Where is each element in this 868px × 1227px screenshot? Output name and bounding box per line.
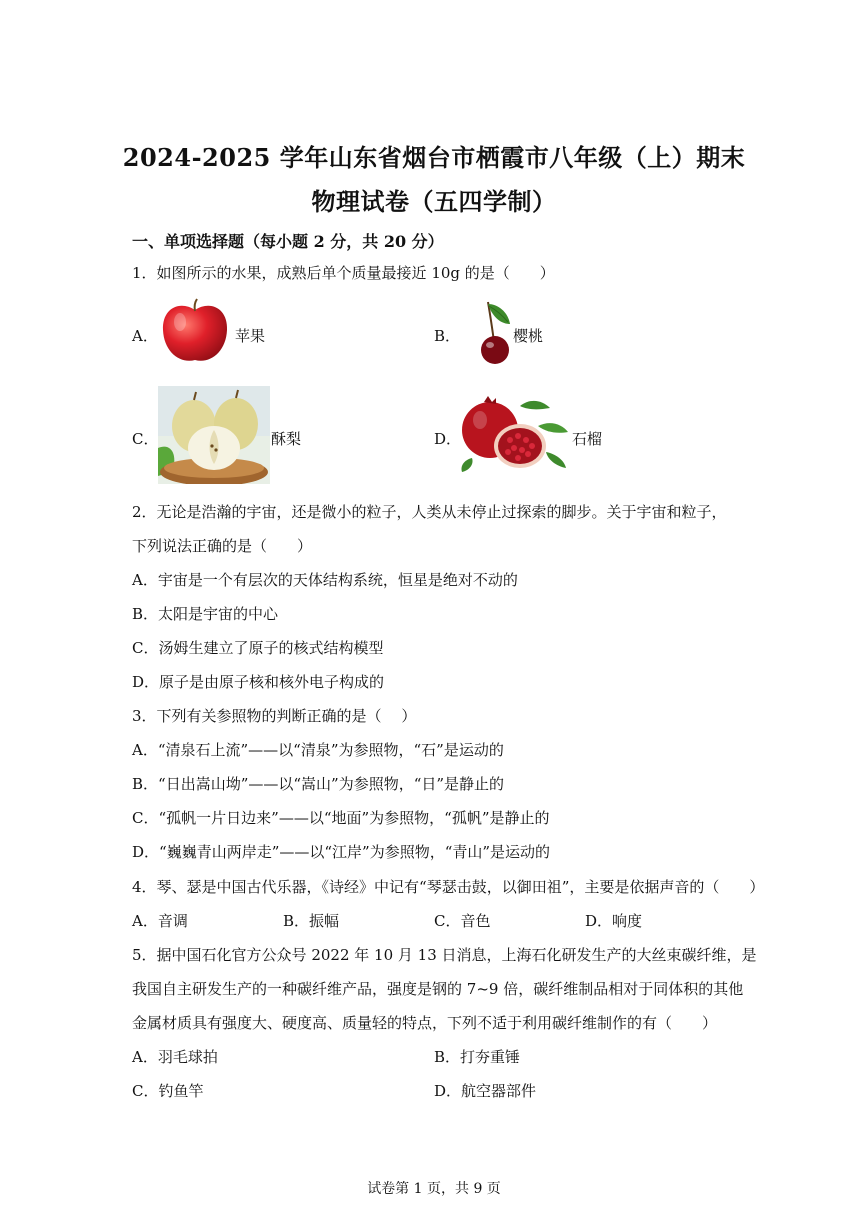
q1-option-c-text: 酥梨 [271,430,302,448]
question-4-stem: 4．琴、瑟是中国古代乐器，《诗经》中记有“琴瑟击鼓，以御田祖”，主要是依据声音的（ ） [132,878,765,896]
q1-option-d-text: 石榴 [572,430,603,448]
q3-option-b: B．“日出嵩山坳”——以“嵩山”为参照物，“日”是静止的 [132,775,505,793]
exam-title-line2: 物理试卷（五四学制） [311,187,557,216]
question-2-stem-line2: 下列说法正确的是（ ） [132,537,313,555]
question-5-stem-line1: 5．据中国石化官方公众号 2022 年 10 月 13 日消息，上海石化研发生产的大丝束碳纤维，是 [132,946,757,964]
pear-image [158,386,270,484]
q1-option-a-letter: A． [132,327,158,345]
section-heading: 一、单项选择题（每小题 2 分，共 20 分） [132,232,444,251]
q2-option-d: D．原子是由原子核和核外电子构成的 [132,673,385,691]
q2-option-c: C．汤姆生建立了原子的核式结构模型 [132,639,384,657]
exam-title-line1: 2024-2025 学年山东省烟台市栖霞市八年级（上）期末 [122,143,746,172]
q3-option-a: A．“清泉石上流”——以“清泉”为参照物，“石”是运动的 [132,741,504,759]
question-5-stem-line2: 我国自主研发生产的一种碳纤维产品，强度是钢的 7~9 倍，碳纤维制品相对于同体积的其他 [132,980,744,998]
q4-option-a: A．音调 [132,912,188,930]
q2-option-b: B．太阳是宇宙的中心 [132,605,279,623]
q1-option-a-text: 苹果 [235,327,266,345]
q1-option-c-letter: C． [132,430,159,448]
q5-option-d: D．航空器部件 [434,1082,537,1100]
q4-option-c: C．音色 [434,912,491,930]
apple-image [158,296,232,366]
q5-option-a: A．羽毛球拍 [132,1048,218,1066]
q3-option-d: D．“巍巍青山两岸走”——以“江岸”为参照物，“青山”是运动的 [132,843,551,861]
q2-option-a: A．宇宙是一个有层次的天体结构系统，恒星是绝对不动的 [132,571,518,589]
q1-option-d-letter: D． [434,430,462,448]
q1-option-b-text: 樱桃 [513,327,544,345]
q5-option-c: C．钓鱼竿 [132,1082,204,1100]
q3-option-c: C．“孤帆一片日边来”——以“地面”为参照物，“孤帆”是静止的 [132,809,550,827]
q5-option-b: B．打夯重锤 [434,1048,521,1066]
question-5-stem-line3: 金属材质具有强度大、硬度高、质量轻的特点，下列不适于利用碳纤维制作的有（ ） [132,1014,718,1032]
question-2-stem-line1: 2．无论是浩瀚的宇宙，还是微小的粒子，人类从未停止过探索的脚步。关于宇宙和粒子， [132,503,727,521]
q1-option-b-letter: B． [434,327,461,345]
cherry-image [458,300,514,366]
pomegranate-image [458,396,570,474]
q4-option-b: B．振幅 [283,912,340,930]
question-3-stem: 3．下列有关参照物的判断正确的是（ ） [132,707,417,725]
page-footer: 试卷第 1 页，共 9 页 [367,1181,501,1197]
q4-option-d: D．响度 [585,912,643,930]
question-1-stem: 1．如图所示的水果，成熟后单个质量最接近 10g 的是（ ） [132,264,555,282]
